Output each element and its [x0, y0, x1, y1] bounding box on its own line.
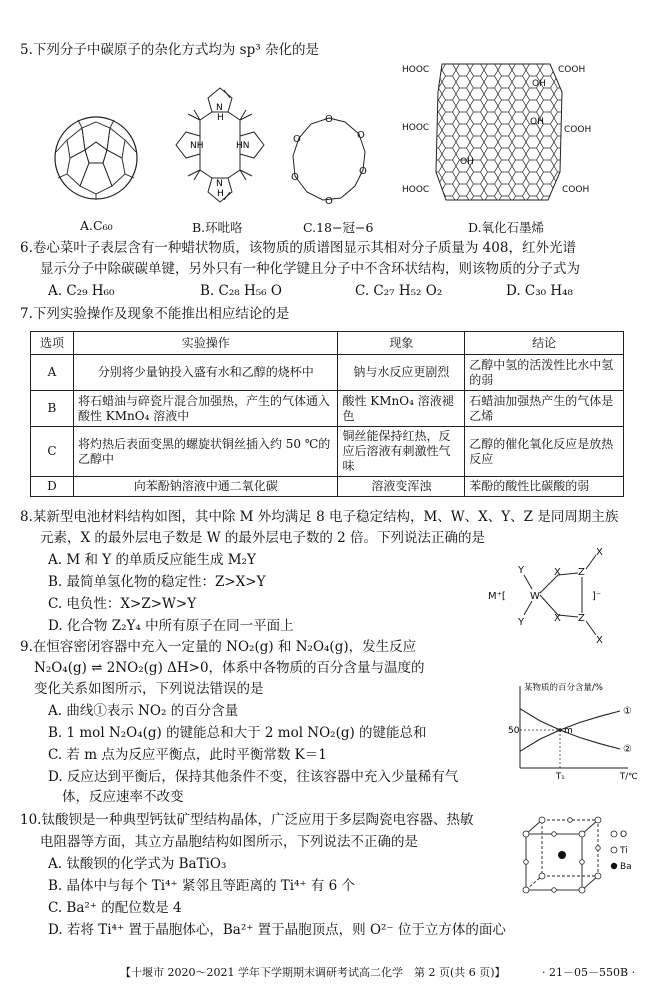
q6-option-d: D. C₃₀ H₄₈ — [506, 283, 573, 299]
x-tick-label: T₁ — [556, 772, 565, 780]
nh-label: N — [216, 103, 223, 113]
hooc-label: HOOC — [402, 65, 430, 75]
q5-option-a: A.C₆₀ — [80, 218, 113, 233]
nh-label: NH — [190, 141, 204, 151]
q9-option-c: C. 若 m 点为反应平衡点，此时平衡常数 K＝1 — [48, 747, 327, 763]
q8-line-2: 元素，X 的最外层电子数是 W 的最外层电子数的 2 倍。下列说法正确的是 — [40, 530, 486, 546]
row-operation: 将石蜡油与碎瓷片混合加强热，产生的气体通入酸性 KMnO₄ 溶液中 — [73, 391, 338, 427]
y-atom-label: Y — [518, 565, 525, 576]
q6-line-2: 显示分子中除碳碳单键，另外只有一种化学键且分子中不含环状结构，则该物质的分子式为 — [40, 261, 580, 277]
q10-line-2: 电阻器等方面，其立方晶胞结构如图所示，下列说法不正确的是 — [40, 834, 418, 850]
q10-option-b: B. 晶体中与每个 Ti⁴⁺ 紧邻且等距离的 Ti⁴⁺ 有 6 个 — [48, 878, 356, 894]
q9-line-3: 变化关系如图所示，下列说法错误的是 — [34, 681, 264, 697]
header-phenomenon: 现象 — [338, 332, 465, 355]
z-atom-label: Z — [578, 567, 585, 578]
table-row — [31, 427, 624, 477]
row-operation: 向苯酚钠溶液中通二氧化碳 — [73, 477, 338, 497]
oh-label: OH — [460, 157, 474, 167]
q6-option-c: C. C₂₇ H₅₂ O₂ — [355, 283, 443, 299]
table-header-row — [31, 332, 624, 355]
m-ion-label: M⁺[ — [488, 591, 506, 602]
cooh-label: COOH — [562, 185, 590, 195]
legend-barium: Ba — [620, 862, 632, 872]
oh-label: OH — [530, 117, 544, 127]
row-operation: 将灼热后表面变黑的螺旋状铜丝插入约 50 ℃的乙醇中 — [73, 427, 338, 477]
table-row — [31, 355, 624, 391]
crown-ether-structure-icon — [285, 112, 373, 207]
q7-table — [30, 331, 624, 497]
q6-option-b: B. C₂₈ H₅₆ O — [200, 283, 282, 299]
q9-option-a: A. 曲线①表示 NO₂ 的百分含量 — [48, 703, 239, 719]
nh-label: HN — [236, 141, 250, 151]
legend-oxygen: O — [620, 830, 628, 840]
q8-structure-diagram — [484, 545, 614, 645]
q9-option-d-cont: 体，反应速率不改变 — [62, 789, 184, 805]
q9-line-2: N₂O₄(g) ⇌ 2NO₂(g) ΔH>0，体系中各物质的百分含量与温度的 — [34, 660, 425, 676]
nh-label: H — [217, 189, 224, 199]
svg-text:O: O — [325, 114, 333, 125]
row-conclusion: 苯酚的酸性比碳酸的弱 — [465, 477, 624, 497]
bracket-end-label: ]⁻ — [592, 591, 602, 602]
svg-text:O: O — [357, 130, 365, 141]
oh-label: OH — [532, 79, 546, 89]
row-option: D — [31, 477, 74, 497]
y-atom-label: Y — [518, 617, 525, 628]
q7-stem: 7.下列实验操作及现象不能推出相应结论的是 — [20, 306, 290, 322]
fullerene-icon — [52, 112, 140, 204]
table-row — [31, 477, 624, 497]
row-phenomenon: 铜丝能保持红热，反应后溶液有刺激性气味 — [338, 427, 465, 477]
series-label-2: ② — [623, 744, 632, 755]
nh-label: H — [217, 113, 224, 123]
z-atom-label: Z — [578, 613, 585, 624]
page-footer: 【十堰市 2020～2021 学年下学期期末调研考试高二化学 第 2 页(共 6 页)】 — [120, 966, 506, 979]
q10-option-a: A. 钛酸钡的化学式为 BaTiO₃ — [48, 856, 227, 872]
porphyrin-structure-icon — [168, 80, 273, 210]
w-atom-label: W — [530, 591, 540, 602]
svg-text:O: O — [293, 134, 301, 145]
cooh-label: COOH — [564, 125, 592, 135]
q10-option-d: D. 若将 Ti⁴⁺ 置于晶胞体心，Ba²⁺ 置于晶胞顶点，则 O²⁻ 位于立方体的面心 — [48, 922, 506, 938]
row-phenomenon: 钠与水反应更剧烈 — [338, 355, 465, 391]
perovskite-unit-cell-diagram — [520, 812, 644, 898]
row-phenomenon: 溶液变浑浊 — [338, 477, 465, 497]
x-axis-label: T/℃ — [620, 772, 638, 780]
nh-label: N — [216, 179, 223, 189]
row-operation: 分别将少量钠投入盛有水和乙醇的烧杯中 — [73, 355, 338, 391]
y-tick-label: 50 — [508, 726, 520, 736]
x-atom-label: X — [554, 567, 561, 578]
header-operation: 实验操作 — [73, 332, 338, 355]
q9-option-d: D. 反应达到平衡后，保持其他条件不变，往该容器中充入少量稀有气 — [48, 769, 459, 785]
y-axis-label: 某物质的百分含量/% — [524, 683, 603, 693]
q5-option-c: C.18−冠−6 — [303, 220, 374, 235]
cooh-label: COOH — [558, 65, 586, 75]
svg-text:O: O — [291, 172, 299, 183]
row-option: A — [31, 355, 74, 391]
svg-text:O: O — [325, 196, 333, 207]
hooc-label: HOOC — [402, 123, 430, 133]
x-atom-label: X — [596, 547, 603, 558]
q5-stem: 5.下列分子中碳原子的杂化方式均为 sp³ 杂化的是 — [20, 42, 319, 58]
q8-option-b: B. 最简单氢化物的稳定性：Z>X>Y — [48, 574, 266, 590]
q8-option-a: A. M 和 Y 的单质反应能生成 M₂Y — [48, 552, 256, 568]
q5-option-d: D.氧化石墨烯 — [468, 220, 545, 235]
q8-option-c: C. 电负性：X>Z>W>Y — [48, 596, 197, 612]
q9-chart — [508, 680, 643, 780]
legend-titanium: Ti — [620, 846, 628, 856]
series-label-1: ① — [623, 706, 632, 717]
row-conclusion: 乙醇中氢的活泼性比水中氢的弱 — [465, 355, 624, 391]
q9-line-1: 9.在恒容密闭容器中充入一定量的 NO₂(g) 和 N₂O₄(g)，发生反应 — [20, 639, 417, 655]
hooc-label: HOOC — [402, 185, 430, 195]
q8-line-1: 8.某新型电池材料结构如图，其中除 M 外均满足 8 电子稳定结构，M、W、X、Y、Z 是同周期主族 — [20, 509, 619, 525]
q5-option-b: B.环吡咯 — [192, 220, 243, 235]
x-atom-label: X — [554, 613, 561, 624]
equilibrium-point-label: m — [564, 726, 573, 736]
svg-text:O: O — [359, 166, 367, 177]
row-conclusion: 乙醇的催化氧化反应是放热反应 — [465, 427, 624, 477]
q10-line-1: 10.钛酸钡是一种典型钙钛矿型结构晶体，广泛应用于多层陶瓷电容器、热敏 — [20, 812, 474, 828]
header-option: 选项 — [31, 332, 74, 355]
graphene-oxide-structure-icon — [400, 52, 600, 212]
equilibrium-point — [558, 728, 562, 732]
q9-option-b: B. 1 mol N₂O₄(g) 的键能总和大于 2 mol NO₂(g) 的键能总和 — [48, 725, 427, 741]
table-row — [31, 391, 624, 427]
header-conclusion: 结论 — [465, 332, 624, 355]
q6-line-1: 6.卷心菜叶子表层含有一种蜡状物质，该物质的质谱图显示其相对分子质量为 408，红外光谱 — [20, 240, 576, 256]
x-atom-label: X — [596, 635, 603, 645]
row-option: C — [31, 427, 74, 477]
q8-option-d: D. 化合物 Z₂Y₄ 中所有原子在同一平面上 — [48, 618, 294, 634]
row-option: B — [31, 391, 74, 427]
page-code: · 21－05－550B · — [542, 966, 636, 979]
q6-option-a: A. C₂₉ H₆₀ — [48, 283, 115, 299]
row-conclusion: 石蜡油加强热产生的气体是乙烯 — [465, 391, 624, 427]
row-phenomenon: 酸性 KMnO₄ 溶液褪色 — [338, 391, 465, 427]
q10-option-c: C. Ba²⁺ 的配位数是 4 — [48, 900, 182, 916]
